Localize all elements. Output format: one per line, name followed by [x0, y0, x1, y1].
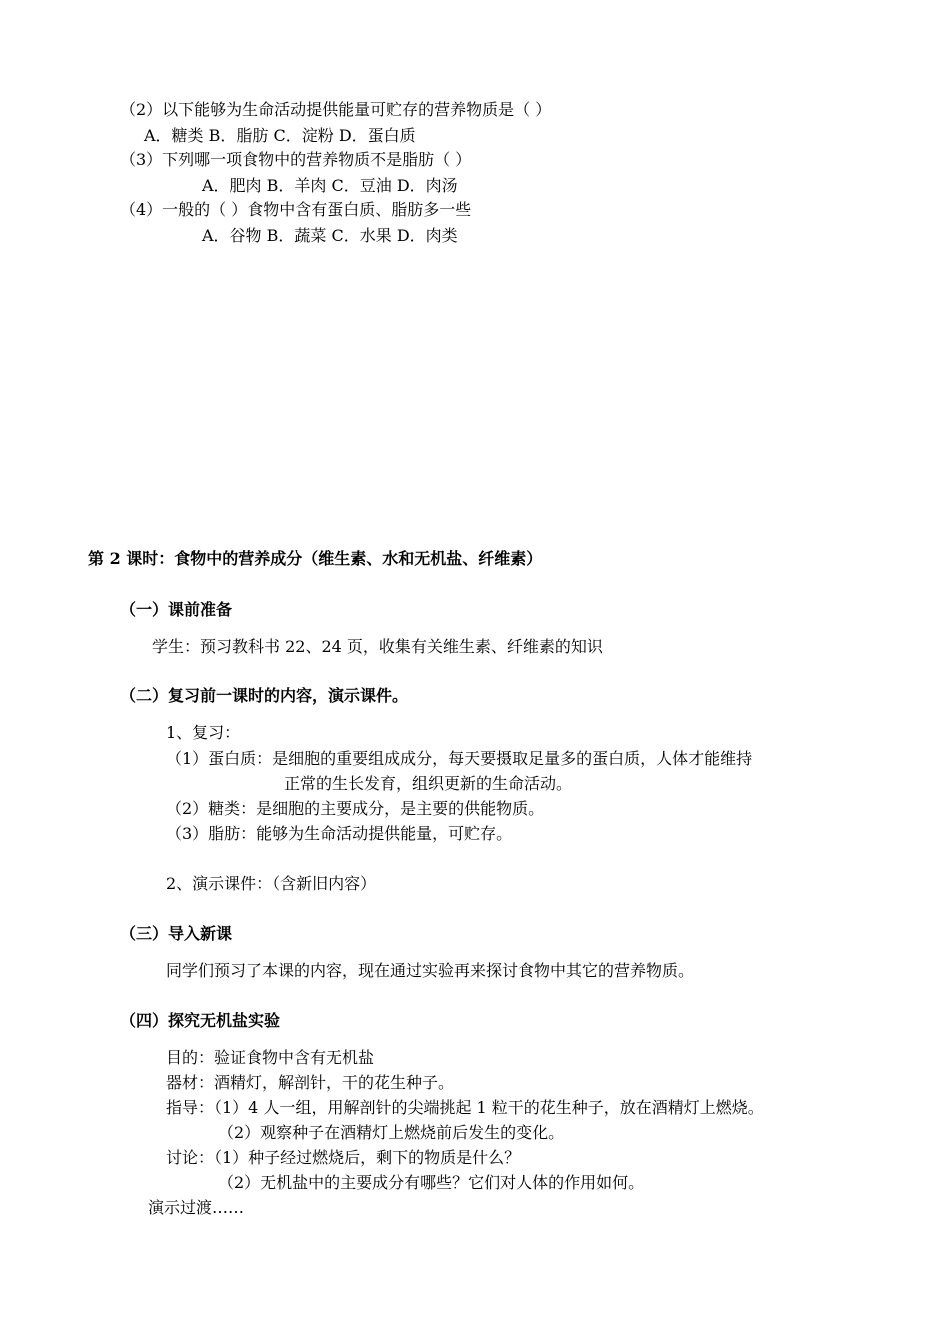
question-4-stem: （4）一般的（ ）食物中含有蛋白质、脂肪多一些 — [120, 200, 472, 219]
question-2-options: A．糖类 B．脂肪 C．淀粉 D．蛋白质 — [144, 126, 416, 145]
demo-courseware: 2、演示课件：（含新旧内容） — [166, 874, 377, 893]
section-3-heading: （三）导入新课 — [120, 924, 233, 943]
review-protein-line-1: （1）蛋白质：是细胞的重要组成成分，每天要摄取足量多的蛋白质，人体才能维持 — [166, 749, 753, 768]
experiment-equipment: 器材：酒精灯，解剖针，干的花生种子。 — [166, 1073, 455, 1092]
question-3-options: A．肥肉 B．羊肉 C．豆油 D．肉汤 — [202, 176, 458, 195]
experiment-discuss-2: （2）无机盐中的主要成分有哪些？它们对人体的作用如何。 — [218, 1173, 645, 1192]
section-3-text: 同学们预习了本课的内容，现在通过实验再来探讨食物中其它的营养物质。 — [166, 961, 695, 980]
review-fat: （3）脂肪：能够为生命活动提供能量，可贮存。 — [166, 824, 513, 843]
section-1-text: 学生：预习教科书 22、24 页，收集有关维生素、纤维素的知识 — [152, 637, 603, 656]
question-2-stem: （2）以下能够为生命活动提供能量可贮存的营养物质是（ ） — [120, 100, 552, 119]
review-label: 1、复习： — [166, 723, 241, 742]
demo-transition: 演示过渡…… — [148, 1198, 245, 1217]
review-sugar: （2）糖类：是细胞的主要成分，是主要的供能物质。 — [166, 799, 545, 818]
question-3-stem: （3）下列哪一项食物中的营养物质不是脂肪（ ） — [120, 150, 472, 169]
question-4-options: A．谷物 B．蔬菜 C．水果 D．肉类 — [202, 226, 458, 245]
section-2-heading: （二）复习前一课时的内容，演示课件。 — [120, 686, 409, 705]
experiment-discuss-1: 讨论：（1）种子经过燃烧后，剩下的物质是什么？ — [166, 1148, 521, 1167]
section-4-heading: （四）探究无机盐实验 — [120, 1011, 281, 1030]
experiment-guide-2: （2）观察种子在酒精灯上燃烧前后发生的变化。 — [218, 1123, 565, 1142]
lesson-title: 第 2 课时：食物中的营养成分（维生素、水和无机盐、纤维素） — [88, 549, 543, 568]
experiment-purpose: 目的：验证食物中含有无机盐 — [166, 1048, 375, 1067]
section-1-heading: （一）课前准备 — [120, 600, 233, 619]
experiment-guide-1: 指导：（1）4 人一组，用解剖针的尖端挑起 1 粒干的花生种子，放在酒精灯上燃烧。 — [166, 1098, 764, 1117]
review-protein-line-2: 正常的生长发育，组织更新的生命活动。 — [284, 774, 573, 793]
